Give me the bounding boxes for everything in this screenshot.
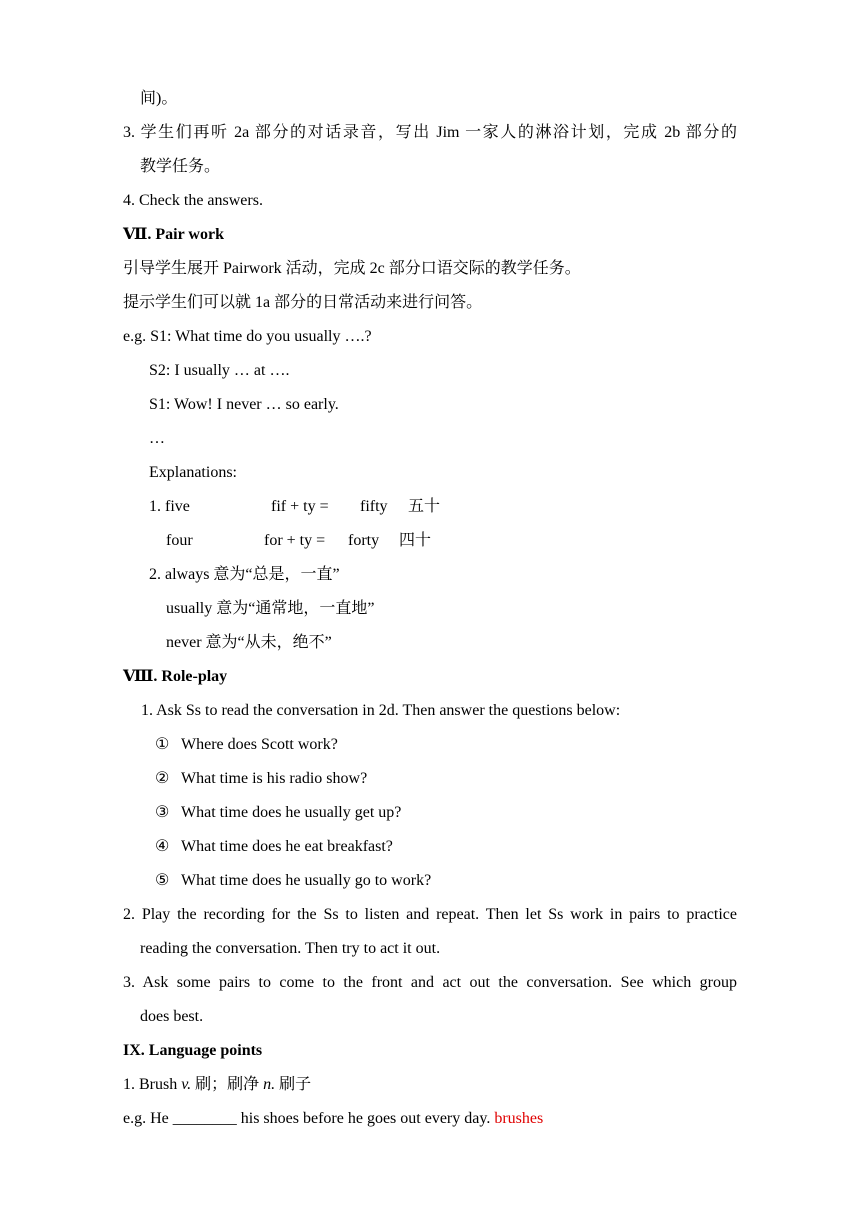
row-2-formula: for + ty =	[264, 532, 326, 549]
section-9-heading: IX. Language points	[123, 1042, 263, 1059]
row-1-formula: fif + ty =	[271, 498, 329, 515]
question-2-text: What time is his radio show?	[181, 770, 368, 787]
section-7-heading: Ⅶ. Pair work	[123, 226, 224, 243]
row-2-word: four	[166, 532, 193, 549]
explanation-never: never 意为“从未，绝不”	[166, 634, 332, 651]
example-s1: e.g. S1: What time do you usually ….?	[123, 328, 372, 345]
question-3-number: ③	[155, 804, 170, 821]
section-8-heading: Ⅷ. Role-play	[123, 668, 228, 685]
role-play-step-3-line-2: does best.	[140, 1008, 204, 1025]
question-5-number: ⑤	[155, 872, 170, 889]
verb-meaning: 刷；刷净	[191, 1076, 264, 1093]
question-2-number: ②	[155, 770, 170, 787]
row-2-result: forty	[348, 532, 380, 549]
role-play-step-2-line-1: 2. Play the recording for the Ss to listen and repeat. Then let Ss work in pairs to practice	[123, 906, 737, 923]
noun-meaning: 刷子	[275, 1076, 312, 1093]
question-3-text: What time does he usually get up?	[181, 804, 402, 821]
question-4-text: What time does he eat breakfast?	[181, 838, 393, 855]
brush-definition	[123, 1075, 311, 1095]
question-1-number: ①	[155, 736, 170, 753]
role-play-intro: 1. Ask Ss to read the conversation in 2d. Then answer the questions below:	[141, 702, 621, 719]
explanation-usually: usually 意为“通常地，一直地”	[166, 600, 375, 617]
explanations-label: Explanations:	[149, 464, 237, 481]
item-3-line-2: 教学任务。	[140, 158, 221, 175]
example-s1-reply: S1: Wow! I never … so early.	[149, 396, 339, 413]
example-s2: S2: I usually … at ….	[149, 362, 290, 379]
explanation-always: 2. always 意为“总是，一直”	[149, 566, 340, 583]
item-3-line-1: 3. 学生们再听 2a 部分的对话录音，写出 Jim 一家人的淋浴计划，完成 2b 部分的	[123, 124, 737, 141]
row-1-word: 1. five	[149, 498, 190, 515]
example-ellipsis: …	[149, 430, 165, 447]
brush-word: 1. Brush	[123, 1076, 182, 1093]
row-1-result: fifty	[360, 498, 388, 515]
role-play-step-2-line-2: reading the conversation. Then try to act it out.	[140, 940, 441, 957]
section-7-paragraph-1: 引导学生展开 Pairwork 活动，完成 2c 部分口语交际的教学任务。	[123, 260, 581, 277]
row-2-chinese: 四十	[399, 532, 432, 549]
row-1-chinese: 五十	[408, 498, 441, 515]
question-1-text: Where does Scott work?	[181, 736, 338, 753]
example-sentence: e.g. He ________ his shoes before he goes out every day.	[123, 1110, 495, 1127]
brush-example	[123, 1109, 543, 1129]
continued-text: 间)。	[140, 90, 178, 107]
section-7-paragraph-2: 提示学生们可以就 1a 部分的日常活动来进行问答。	[123, 294, 483, 311]
question-4-number: ④	[155, 838, 170, 855]
role-play-step-3-line-1: 3. Ask some pairs to come to the front and act out the conversation. See which group	[123, 974, 737, 991]
item-4: 4. Check the answers.	[123, 192, 263, 209]
example-answer: brushes	[494, 1110, 544, 1127]
noun-abbrev: n.	[263, 1076, 276, 1093]
verb-abbrev: v.	[181, 1076, 192, 1093]
question-5-text: What time does he usually go to work?	[181, 872, 432, 889]
